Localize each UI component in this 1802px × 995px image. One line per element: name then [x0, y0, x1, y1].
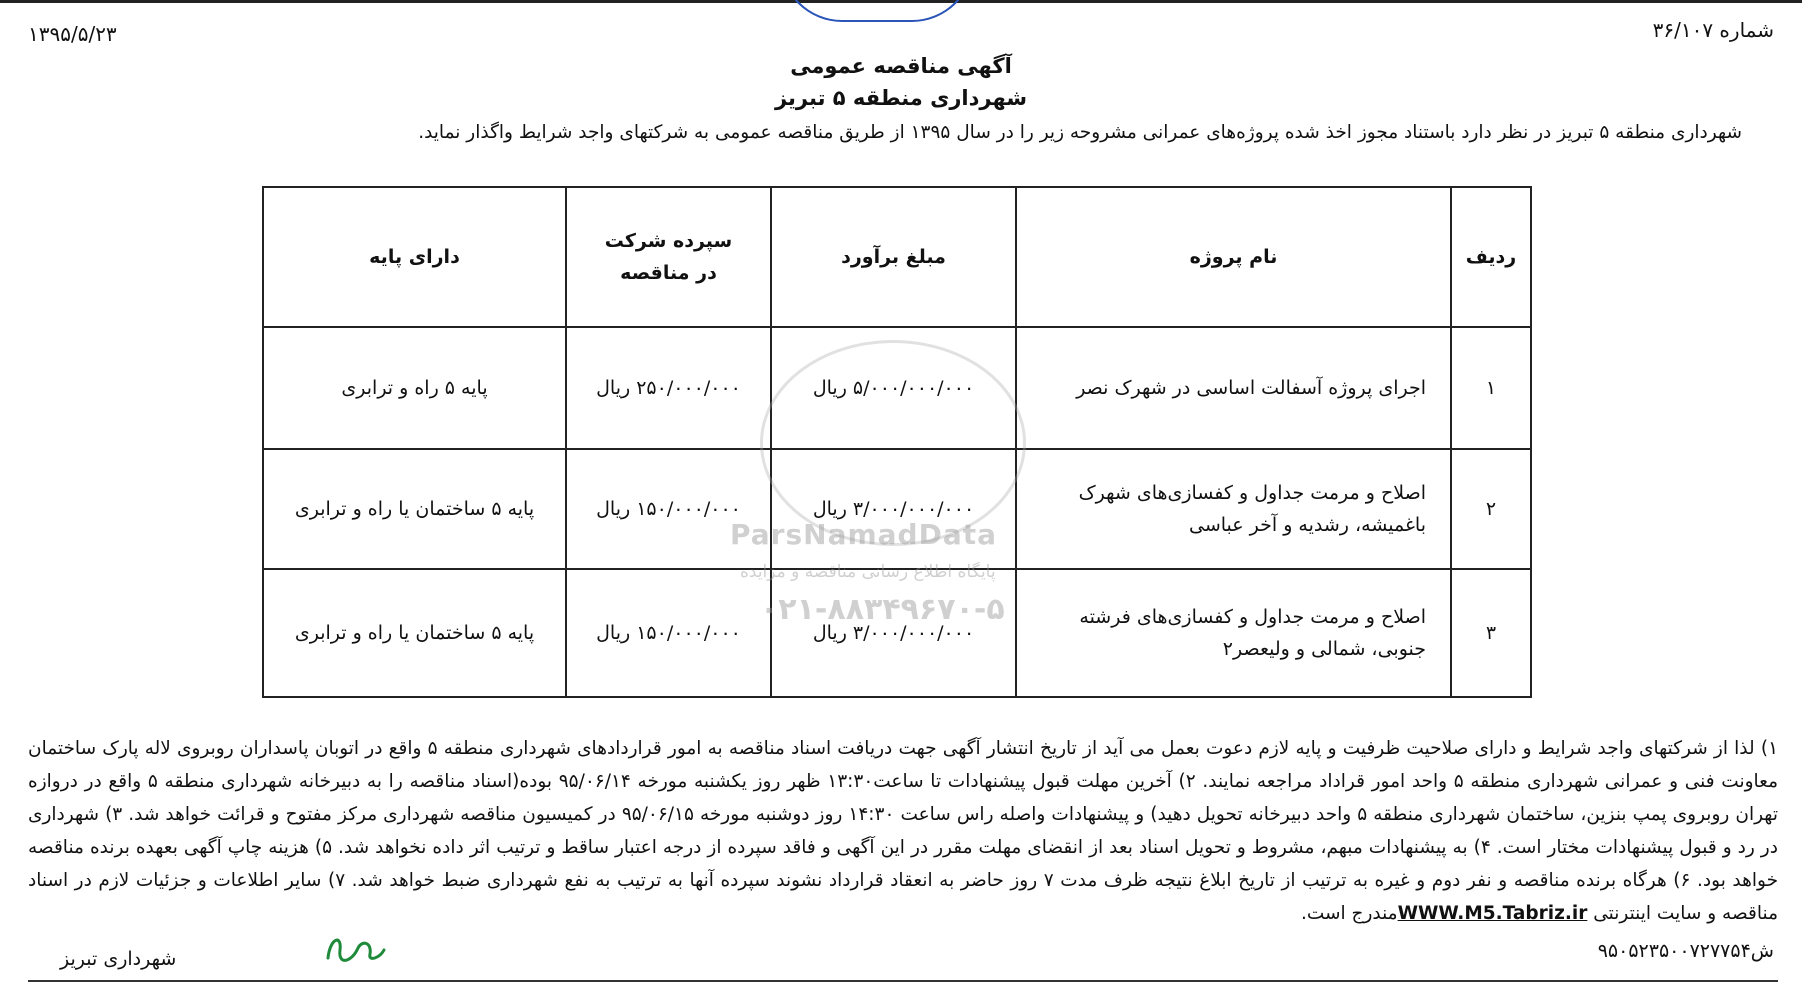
signature-text: شهرداری تبریز	[60, 948, 177, 970]
signature-mark	[320, 928, 390, 968]
cell-estimate: ۳/۰۰۰/۰۰۰/۰۰۰ ریال	[771, 449, 1016, 569]
notice-subtitle: شهرداری منطقه ۵ تبریز	[774, 86, 1027, 110]
cell-deposit: ۱۵۰/۰۰۰/۰۰۰ ریال	[566, 449, 771, 569]
cell-deposit: ۱۵۰/۰۰۰/۰۰۰ ریال	[566, 569, 771, 697]
project-line2: جنوبی، شمالی و ولیعصر۲	[1222, 637, 1426, 660]
cell-deposit: ۲۵۰/۰۰۰/۰۰۰ ریال	[566, 327, 771, 449]
tender-table	[262, 186, 1532, 698]
cell-estimate: ۵/۰۰۰/۰۰۰/۰۰۰ ریال	[771, 327, 1016, 449]
table-row	[263, 327, 1531, 449]
bottom-rule	[28, 980, 1778, 982]
cell-project-name	[1016, 569, 1451, 697]
watermark-subtitle: پایگاه اطلاع رسانی مناقصه و مزایده	[740, 562, 996, 582]
project-line2: باغمیشه، رشدیه و آخر عباسی	[1189, 514, 1426, 537]
cell-project-name	[1016, 449, 1451, 569]
intro-paragraph: شهرداری منطقه ۵ تبریز در نظر دارد باستناد مجوز اخذ شده پروژه‌های عمرانی مشروحه زیر را در سال ۱۳۹۵ از طریق مناقصه عمومی به شرکتهای واجد شرایط واگذار نماید.	[418, 122, 1742, 143]
table-row	[263, 569, 1531, 697]
watermark-name: ParsNamadData	[730, 518, 997, 551]
cell-grade: پایه ۵ ساختمان یا راه و ترابری	[263, 569, 566, 697]
header-grade: دارای پایه	[263, 187, 566, 327]
conditions-tail: مندرج است.	[1300, 903, 1398, 924]
notice-title: آگهی مناقصه عمومی	[790, 54, 1012, 78]
header-row-number: ردیف	[1451, 187, 1531, 327]
project-line1: اجرای پروژه آسفالت اساسی در شهرک نصر	[1076, 377, 1426, 400]
table-row	[263, 449, 1531, 569]
header-deposit-line2: در مناقصه	[620, 262, 717, 285]
project-line1: اصلاح و مرمت جداول و کفسازی‌های فرشته	[1079, 605, 1426, 628]
project-line1: اصلاح و مرمت جداول و کفسازی‌های شهرک	[1078, 482, 1426, 505]
cell-grade: پایه ۵ راه و ترابری	[263, 327, 566, 449]
header-project-name: نام پروژه	[1016, 187, 1451, 327]
header-deposit	[566, 187, 771, 327]
header-estimate: مبلغ برآورد	[771, 187, 1016, 327]
cell-estimate: ۳/۰۰۰/۰۰۰/۰۰۰ ریال	[771, 569, 1016, 697]
notice-number: شماره ۳۶/۱۰۷	[1652, 18, 1774, 42]
cell-project-name	[1016, 327, 1451, 449]
ad-code: ش۹۵۰۵۲۳۵۰۰۷۲۷۷۵۴	[1597, 940, 1774, 962]
table-header-row	[263, 187, 1531, 327]
logo-arc	[780, 0, 974, 22]
notice-date: ۱۳۹۵/۵/۲۳	[28, 22, 117, 46]
conditions-paragraph	[28, 732, 1778, 930]
watermark-phone: ۰۲۱-۸۸۳۴۹۶۷۰-۵	[760, 592, 1005, 627]
cell-row-number: ۲	[1451, 449, 1531, 569]
cell-row-number: ۳	[1451, 569, 1531, 697]
cell-row-number: ۱	[1451, 327, 1531, 449]
header-deposit-line1: سپرده شرکت	[604, 230, 733, 253]
website-link[interactable]: WWW.M5.Tabriz.ir	[1397, 903, 1588, 924]
conditions-body: ۱) لذا از شرکتهای واجد شرایط و دارای صلاحیت ظرفیت و پایه لازم دعوت بعمل می آید از تاریخ انتشار آگهی جهت دریافت اسناد مناقصه به امور قراردادهای شهرداری منطقه ۵ واقع در اتوبان پاسداران روبروی لاله پارک ساختمان معاونت فنی و عمرانی شهرداری منطقه ۵ واحد امور قراداد مراجعه نمایند. ۲) آخرین مهلت قبول پیشنهادات تا ساعت۱۳:۳۰ ظهر روز یکشنبه مورخه ۹۵/۰۶/۱۴ بوده(اسناد مناقصه را به دبیرخانه شهرداری منطقه ۵ واقع در دروازه تهران روبروی پمپ بنزین، ساختمان شهرداری منطقه ۵ واحد دبیرخانه تحویل دهید) و پیشنهادات واصله راس ساعت ۱۴:۳۰ روز دوشنبه مورخه ۹۵/۰۶/۱۵ در کمیسیون مناقصه شهرداری مرکز مفتوح و قرائت خواهد شد. ۳) شهرداری در رد و قبول پیشنهادات مختار است. ۴) به پیشنهادات مبهم، مشروط و تحویل اسناد بعد از انقضای مهلت مقرر در این آگهی و فاقد سپرده از درجه اعتبار ساقط و ترتیب اثر داده نخواهد شد. ۵) هزینه چاپ آگهی بعهده برنده مناقصه خواهد بود. ۶) هرگاه برنده مناقصه و نفر دوم و غیره به ترتیب از تاریخ ابلاغ نتیجه ظرف مدت ۷ روز حاضر به انعقاد قرارداد نشوند سپرده آنها به ترتیب به نفع شهرداری ضبط خواهد شد. ۷) سایر اطلاعات و جزئیات لازم در اسناد مناقصه و سایت اینترنتی	[28, 738, 1779, 924]
cell-grade: پایه ۵ ساختمان یا راه و ترابری	[263, 449, 566, 569]
